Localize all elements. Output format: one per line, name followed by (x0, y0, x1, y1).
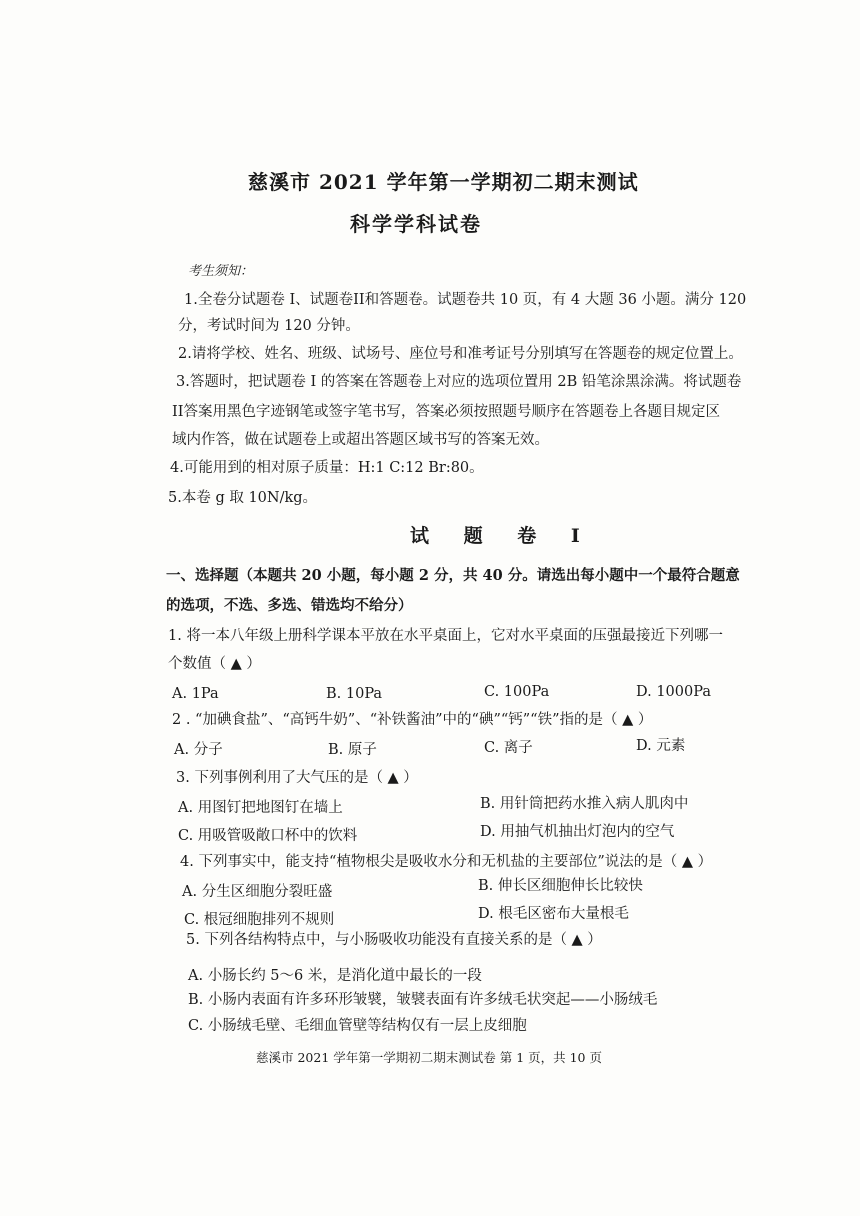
question-5-option-a: A. 小肠长约 5～6 米，是消化道中最长的一段 (188, 968, 482, 984)
question-3-option-a: A. 用图钉把地图钉在墙上 (178, 800, 343, 816)
question-5-option-b: B. 小肠内表面有许多环形皱襞，皱襞表面有许多绒毛状突起——小肠绒毛 (188, 992, 658, 1008)
notice-item-5: 5.本卷 g 取 10N/kg。 (168, 490, 318, 506)
question-4-option-a: A. 分生区细胞分裂旺盛 (182, 884, 333, 900)
notice-item-4: 4.可能用到的相对原子质量：H:1 C:12 Br:80。 (170, 460, 484, 476)
question-1-stem-cont: 个数值（ ▲ ） (168, 656, 261, 672)
question-3-option-c: C. 用吸管吸敞口杯中的饮料 (178, 828, 358, 844)
exam-title: 慈溪市 2021 学年第一学期初二期末测试 (248, 170, 639, 194)
exam-subtitle: 科学学科试卷 (350, 212, 482, 236)
question-4-option-c: C. 根冠细胞排列不规则 (184, 912, 335, 928)
notice-item-3: 3.答题时，把试题卷 I 的答案在答题卷上对应的选项位置用 2B 铅笔涂黑涂满。将试题卷 (176, 374, 742, 390)
notice-item-1-cont: 分，考试时间为 120 分钟。 (178, 318, 360, 334)
notice-item-3-cont2: 域内作答，做在试题卷上或超出答题区域书写的答案无效。 (172, 432, 549, 448)
question-4-option-b: B. 伸长区细胞伸长比较快 (478, 878, 643, 894)
question-3-stem: 3. 下列事例利用了大气压的是（ ▲ ） (176, 770, 418, 786)
question-2-stem: 2 . “加碘食盐”、“高钙牛奶”、“补铁酱油”中的“碘”“钙”“铁”指的是（ ▲ ） (172, 712, 653, 728)
question-3-option-d: D. 用抽气机抽出灯泡内的空气 (480, 824, 675, 840)
section-instruction-line2: 的选项，不选、多选、错选均不给分） (166, 597, 413, 614)
notice-item-1: 1.全卷分试题卷 I、试题卷II和答题卷。试题卷共 10 页，有 4 大题 36 小题。满分 120 (184, 292, 747, 308)
notice-label: 考生须知： (188, 264, 254, 279)
question-1-option-b: B. 10Pa (326, 686, 383, 702)
question-2-option-d: D. 元素 (636, 738, 686, 754)
question-2-option-b: B. 原子 (328, 742, 377, 758)
notice-item-3-cont: II答案用黑色字迹钢笔或签字笔书写，答案必须按照题号顺序在答题卷上各题目规定区 (172, 404, 720, 420)
notice-item-2: 2.请将学校、姓名、班级、试场号、座位号和准考证号分别填写在答题卷的规定位置上。 (178, 346, 743, 362)
question-5-option-c: C. 小肠绒毛壁、毛细血管壁等结构仅有一层上皮细胞 (188, 1018, 527, 1034)
question-1-option-d: D. 1000Pa (636, 684, 711, 700)
question-2-option-c: C. 离子 (484, 740, 533, 756)
question-4-option-d: D. 根毛区密布大量根毛 (478, 906, 629, 922)
question-1-option-a: A. 1Pa (172, 686, 219, 702)
question-2-option-a: A. 分子 (174, 742, 223, 758)
question-1-option-c: C. 100Pa (484, 684, 550, 700)
question-4-stem: 4. 下列事实中，能支持“植物根尖是吸收水分和无机盐的主要部位”说法的是（ ▲ ） (180, 854, 713, 870)
page-footer: 慈溪市 2021 学年第一学期初二期末测试卷 第 1 页，共 10 页 (256, 1050, 602, 1065)
question-1-stem: 1. 将一本八年级上册科学课本平放在水平桌面上，它对水平桌面的压强最接近下列哪一 (168, 628, 723, 644)
question-5-stem: 5. 下列各结构特点中，与小肠吸收功能没有直接关系的是（ ▲ ） (186, 932, 602, 948)
section-heading: 试 题 卷 I (410, 525, 594, 547)
question-3-option-b: B. 用针筒把药水推入病人肌肉中 (480, 796, 689, 812)
section-instruction-line1: 一、选择题（本题共 20 小题，每小题 2 分，共 40 分。请选出每小题中一个最符合题意 (166, 567, 740, 584)
